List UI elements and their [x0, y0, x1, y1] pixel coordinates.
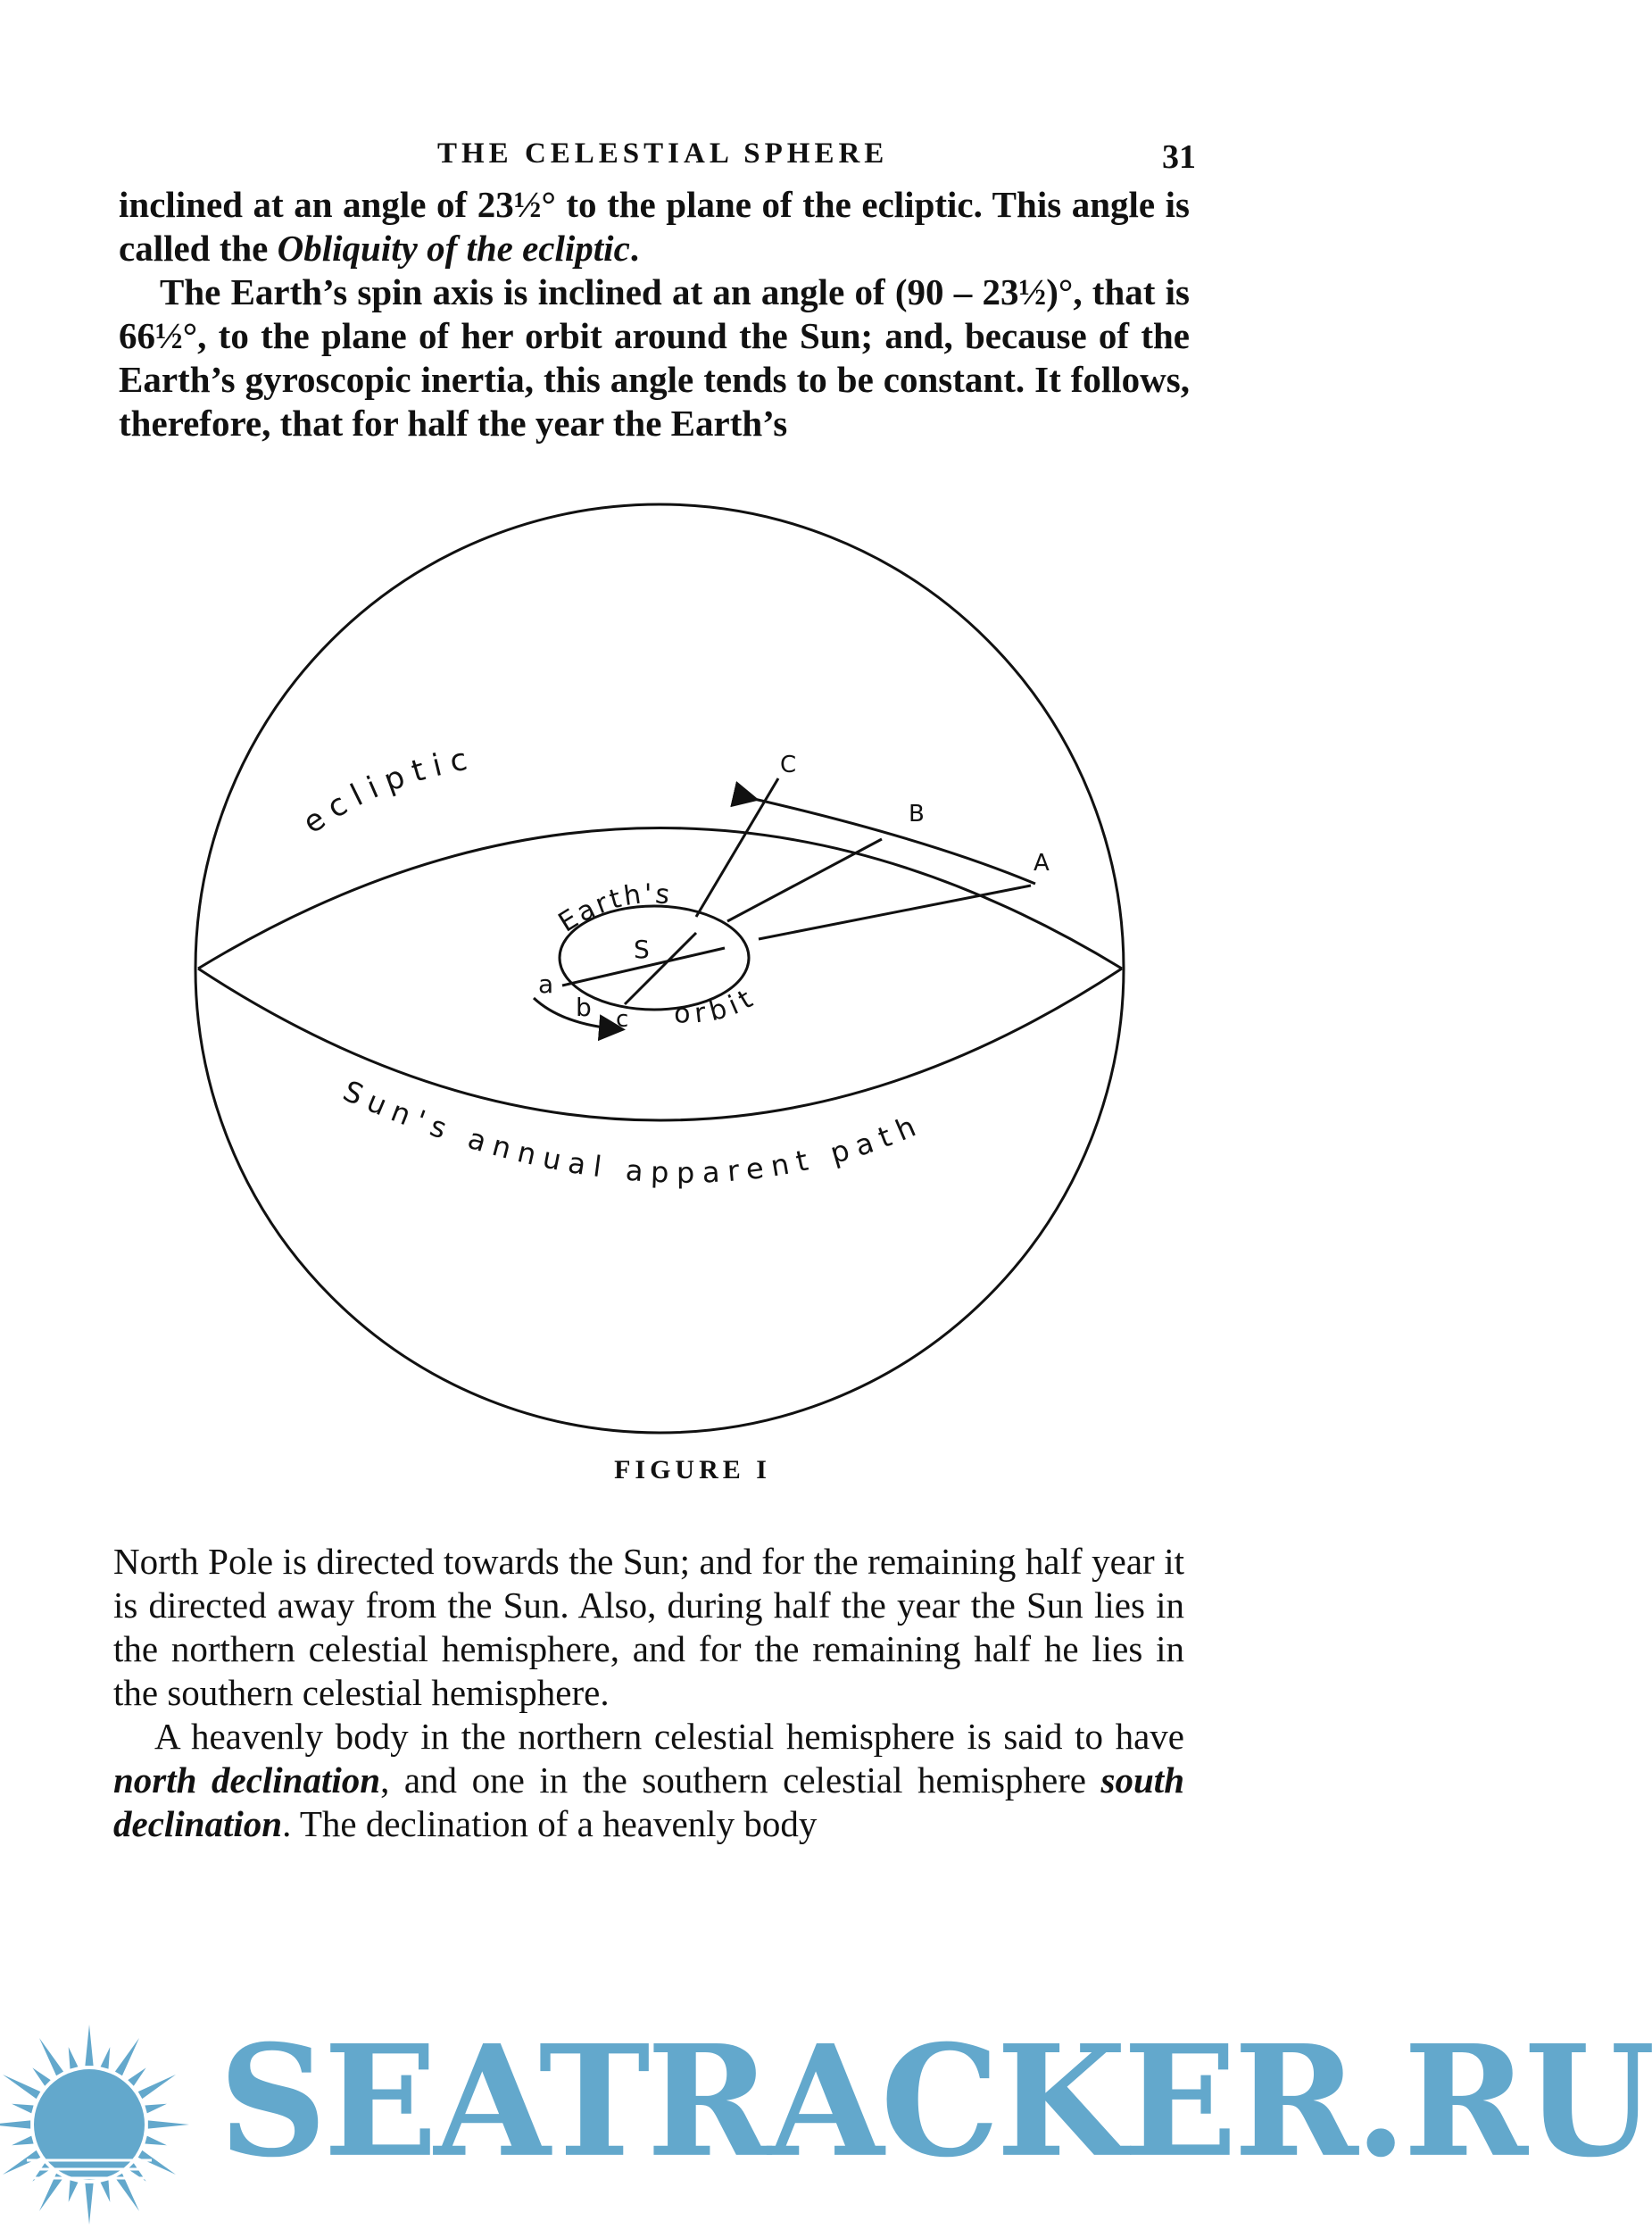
line-to-c	[696, 778, 778, 917]
line-to-b	[727, 839, 882, 921]
bottom-text-block	[113, 1540, 1184, 1846]
sun-label: S	[634, 935, 650, 964]
paragraph: inclined at an angle of 23½° to the plane of the ecliptic. This angle is called the Obliquity of the ecliptic.	[119, 184, 1190, 269]
page-number: 31	[1162, 138, 1196, 176]
earths-label: Earth's	[552, 878, 674, 939]
top-text-block	[119, 183, 1190, 445]
sun-ray	[138, 2150, 176, 2175]
page-header	[116, 134, 1196, 179]
sun-ray	[145, 2104, 167, 2114]
emphasis: south declination	[113, 1759, 1184, 1844]
paragraph: North Pole is directed towards the Sun; and for the remaining half year it is directed away from the Sun. Also, during half the year the Sun lies in the northern celestial hemisphere, and for the remaining half he lies in the southern celestial hemisphere.	[113, 1541, 1184, 1713]
emphasis: north declination	[113, 1759, 381, 1801]
sun-ray	[0, 2120, 30, 2128]
sun-ray	[3, 2075, 40, 2099]
running-head: THE CELESTIAL SPHERE	[437, 137, 889, 170]
sun-ray	[69, 2047, 79, 2069]
sun-ray	[115, 2038, 139, 2075]
sun-ray	[138, 2075, 176, 2099]
suns-path-label: Sun's annual apparent path	[337, 1073, 928, 1190]
emphasis: Obliquity of the ecliptic	[277, 228, 630, 269]
sun-ray	[145, 2136, 167, 2146]
sun-logo-icon	[0, 2009, 214, 2223]
sun-ray	[32, 2067, 50, 2085]
paragraph: The Earth’s spin axis is inclined at an angle of (90 – 23½)°, that is 66½°, to the plane of her orbit around the Sun; and, because of the Earth’s gyroscopic inertia, this angle tends to be constant. It follows, therefore, that for half the year the Earth’s	[119, 271, 1190, 444]
suns-annual-path	[198, 969, 1122, 1120]
label-B: B	[909, 801, 925, 828]
sun-ray	[39, 2038, 63, 2075]
label-C: C	[780, 752, 797, 778]
label-a: a	[538, 969, 554, 999]
label-c: c	[616, 1006, 629, 1033]
sun-ray	[3, 2150, 40, 2175]
line-to-a	[759, 886, 1031, 939]
sun-ray	[148, 2120, 189, 2128]
label-b: b	[576, 993, 592, 1022]
sun-ray	[85, 2025, 93, 2066]
sun-ray	[85, 2183, 93, 2225]
watermark-text: SEATRACKER.RU	[219, 2010, 1652, 2192]
sun-ray	[12, 2136, 34, 2146]
orbit-label: orbit	[674, 981, 763, 1030]
sun-ray	[69, 2180, 79, 2202]
sun-ray	[101, 2047, 111, 2069]
sun-ray	[12, 2104, 34, 2114]
figure-caption: FIGURE I	[614, 1455, 771, 1485]
sun-ray	[128, 2067, 145, 2085]
sun-ray	[101, 2180, 111, 2202]
paragraph: A heavenly body in the northern celestial hemisphere is said to have north declination, and one in the southern celestial hemisphere south declination. The declination of a heavenly body	[113, 1716, 1184, 1844]
label-A: A	[1034, 850, 1050, 877]
celestial-sphere-figure	[0, 464, 1385, 1446]
ecliptic-label: ecliptic	[296, 739, 479, 842]
